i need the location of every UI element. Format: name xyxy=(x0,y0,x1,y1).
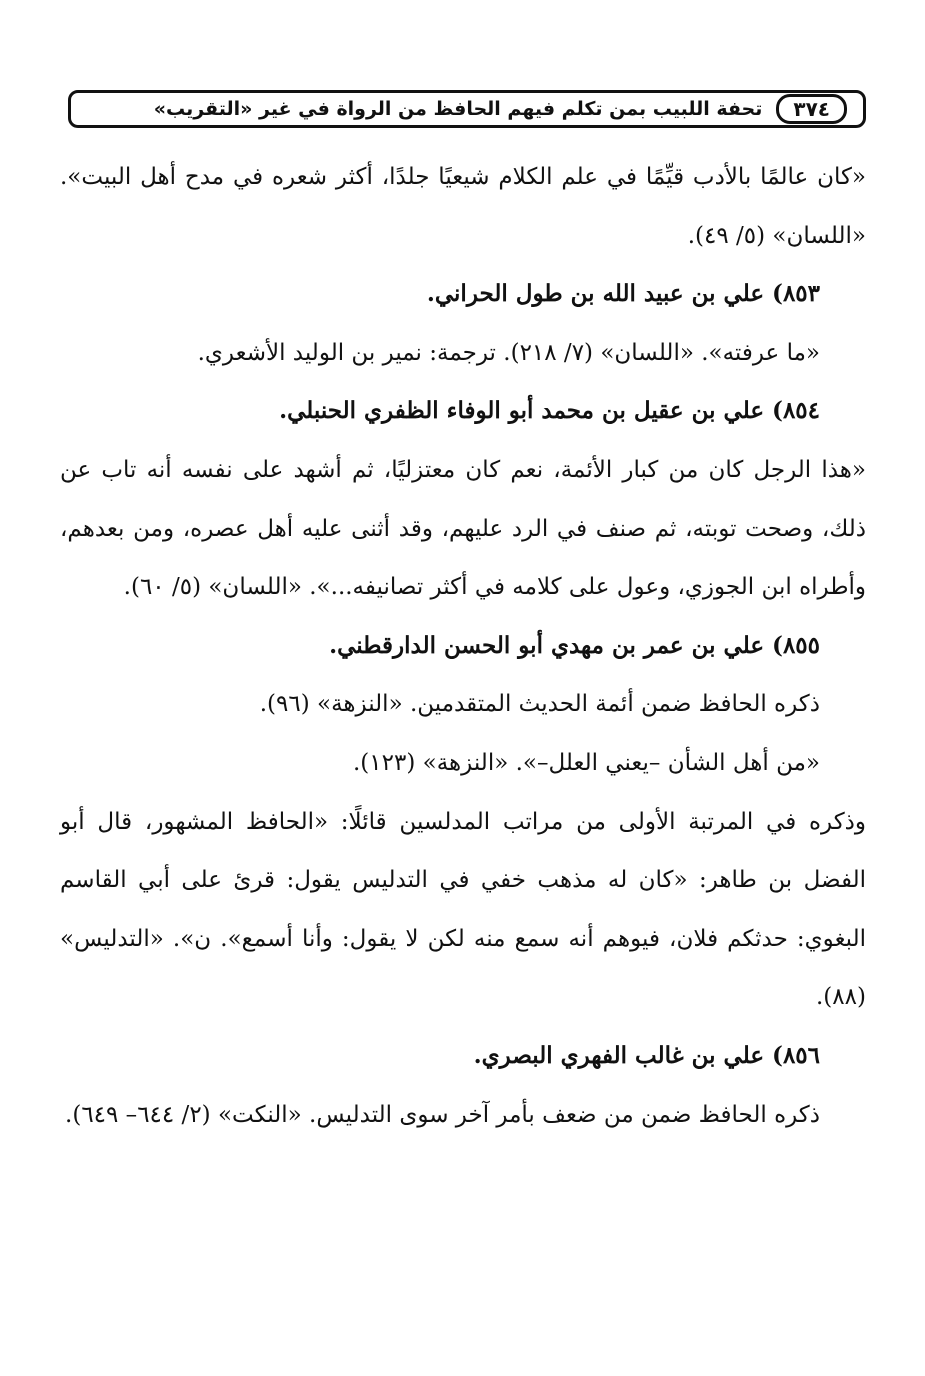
running-header xyxy=(68,90,866,128)
entry-heading: ٨٥٦) علي بن غالب الفهري البصري. xyxy=(473,1041,820,1069)
page-number: ٣٧٤ xyxy=(776,94,847,124)
body-text xyxy=(60,148,866,1144)
entry-heading: ٨٥٥) علي بن عمر بن مهدي أبو الحسن الدارقطني. xyxy=(329,631,820,659)
entry-heading: ٨٥٣) علي بن عبيد الله بن طول الحراني. xyxy=(426,280,820,308)
paragraph: وذكره في المرتبة الأولى من مراتب المدلسين قائلًا: «الحافظ المشهور، قال أبو الفضل بن طاهر: «كان له مذهب خفي في التدليس يقول: قرئ على أبي القاسم البغوي: حدثكم فلان، فيوهم أنه سمع منه لكن لا يقول: وأنا أسمع». ن». «التدليس» (٨٨). xyxy=(60,808,866,1011)
paragraph: «ما عرفته». «اللسان» (٧/ ٢١٨). ترجمة: نمير بن الوليد الأشعري. xyxy=(197,339,820,366)
paragraph: «من أهل الشأن –يعني العلل–». «النزهة» (١٢٣). xyxy=(353,749,820,776)
paragraph: ذكره الحافظ ضمن من ضعف بأمر آخر سوى التدليس. «النكت» (٢/ ٦٤٤– ٦٤٩). xyxy=(65,1101,820,1128)
paragraph: ذكره الحافظ ضمن أئمة الحديث المتقدمين. «النزهة» (٩٦). xyxy=(259,691,820,718)
running-title: تحفة اللبيب بمن تكلم فيهم الحافظ من الرواة في غير «التقريب» xyxy=(153,98,763,120)
entry-heading: ٨٥٤) علي بن عقيل بن محمد أبو الوفاء الظفري الحنبلي. xyxy=(279,397,820,425)
paragraph: «هذا الرجل كان من كبار الأئمة، نعم كان معتزليًا، ثم أشهد على نفسه أنه تاب عن ذلك، وصحت توبته، ثم صنف في الرد عليهم، وقد أثنى عليه أهل عصره، ومن بعدهم، وأطراه ابن الجوزي، وعول على كلامه في أكثر تصانيفه...». «اللسان» (٥/ ٦٠). xyxy=(60,456,866,601)
paragraph: «كان عالمًا بالأدب قيِّمًا في علم الكلام شيعيًا جلدًا، أكثر شعره في مدح أهل البيت». «اللسان» (٥/ ٤٩). xyxy=(60,164,866,249)
